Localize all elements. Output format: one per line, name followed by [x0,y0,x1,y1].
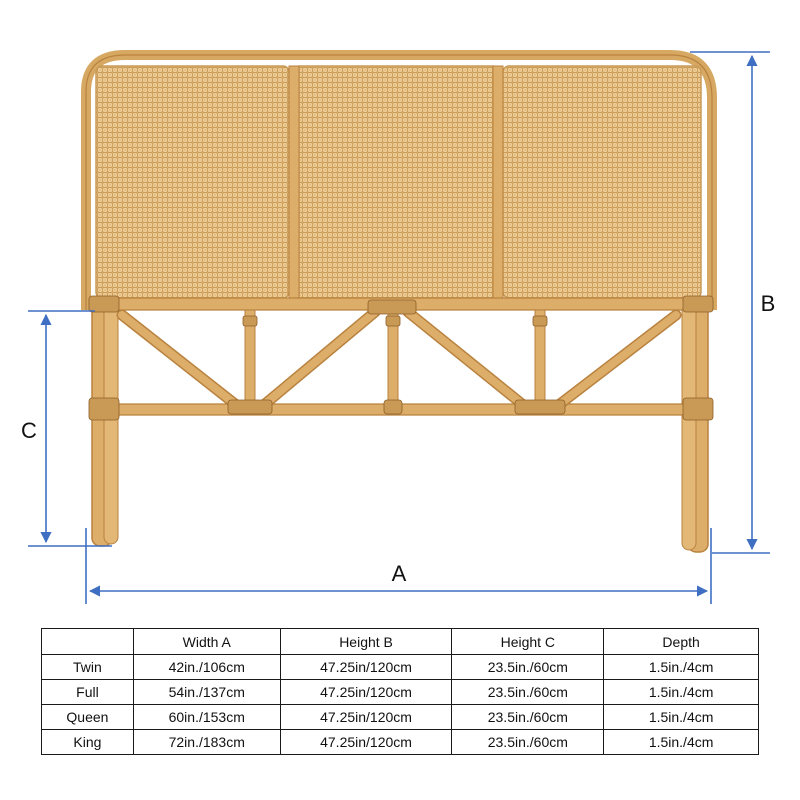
size-spec-table [41,628,759,755]
cell-height-b: 47.25in/120cm [280,655,452,680]
cell-height-c: 23.5in./60cm [452,705,604,730]
header-width-a: Width A [133,629,280,655]
headboard-illustration [86,55,713,552]
cell-width-a: 42in./106cm [133,655,280,680]
dim-label-a: A [391,561,407,586]
header-height-c: Height C [452,629,604,655]
cell-width-a: 72in./183cm [133,730,280,755]
table-row [42,730,759,755]
cell-height-b: 47.25in/120cm [280,680,452,705]
cell-height-c: 23.5in./60cm [452,680,604,705]
row-size-label: Full [42,680,134,705]
cane-panel-left [96,66,289,298]
dim-label-c: C [21,418,37,443]
cell-depth: 1.5in./4cm [604,680,759,705]
cell-height-b: 47.25in/120cm [280,730,452,755]
table-header-row [42,629,759,655]
cell-height-c: 23.5in./60cm [452,655,604,680]
dim-label-b: B [760,291,776,316]
table-row [42,705,759,730]
header-depth: Depth [604,629,759,655]
cell-height-c: 23.5in./60cm [452,730,604,755]
panel-divider-right [493,66,503,300]
header-height-b: Height B [280,629,452,655]
cell-width-a: 54in./137cm [133,680,280,705]
table-row [42,680,759,705]
row-size-label: Queen [42,705,134,730]
row-size-label: Twin [42,655,134,680]
panel-divider-left [289,66,299,300]
table-row [42,655,759,680]
table-corner-cell [42,629,134,655]
row-size-label: King [42,730,134,755]
cell-width-a: 60in./153cm [133,705,280,730]
cell-depth: 1.5in./4cm [604,730,759,755]
cell-depth: 1.5in./4cm [604,655,759,680]
cell-height-b: 47.25in/120cm [280,705,452,730]
cane-panel-right [503,66,701,298]
right-leg-inner [682,300,696,550]
cell-depth: 1.5in./4cm [604,705,759,730]
left-leg-inner [104,300,118,544]
cane-panel-middle [299,66,493,298]
